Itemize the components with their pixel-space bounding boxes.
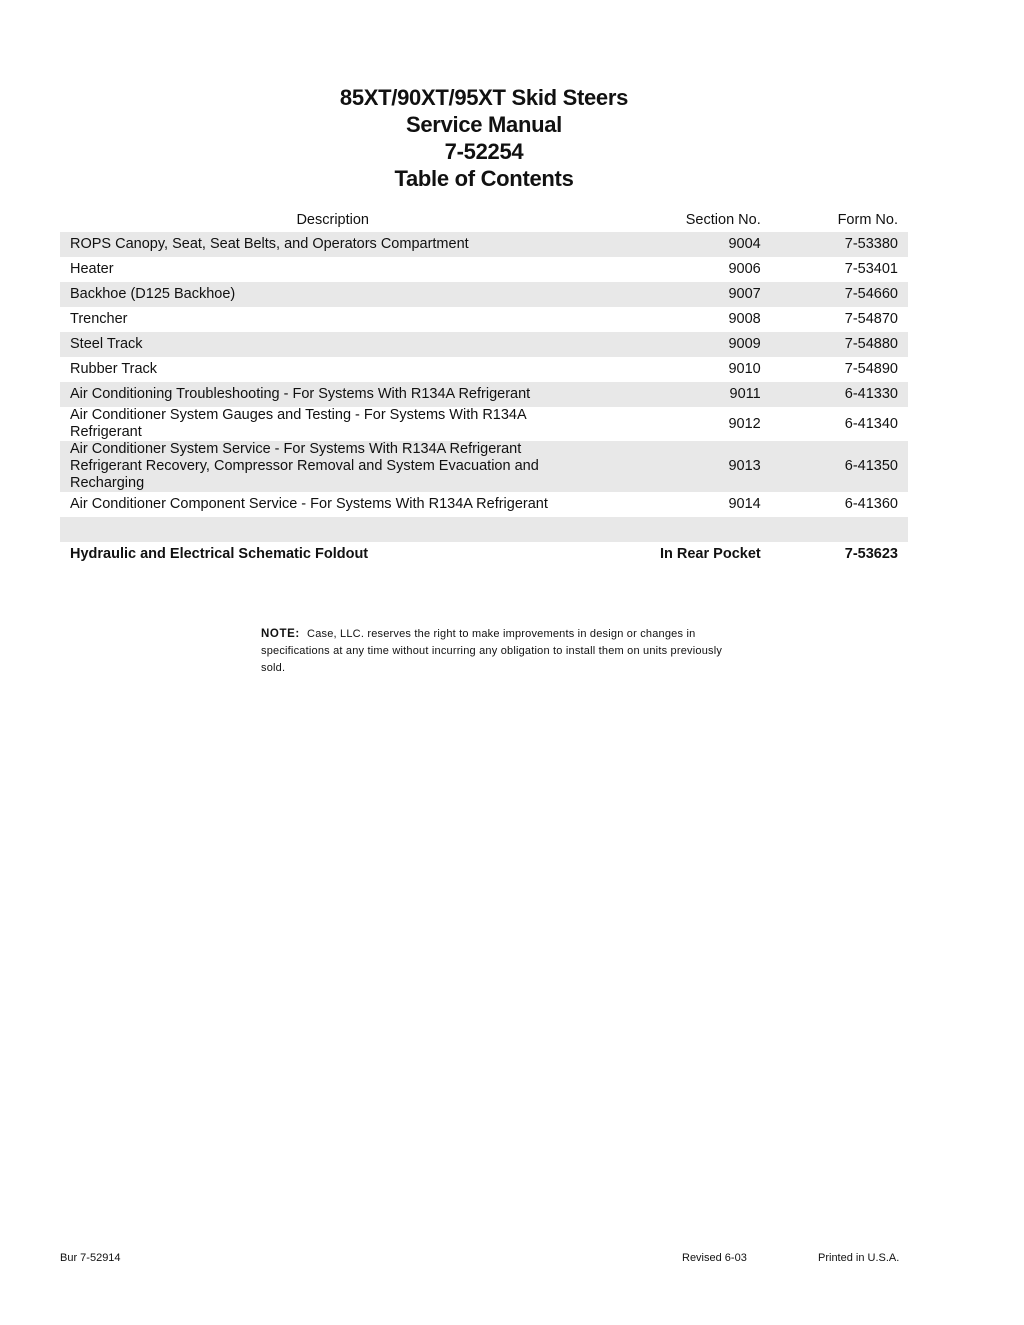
row-form: 6-41340 xyxy=(844,415,898,432)
table-row xyxy=(60,382,908,407)
foldout-form: 7-53623 xyxy=(844,546,898,562)
table-row xyxy=(60,332,908,357)
row-form: 7-53380 xyxy=(771,232,908,257)
row-description: Backhoe (D125 Backhoe) xyxy=(60,282,605,307)
header-description: Description xyxy=(296,211,369,228)
footer-bur-number: Bur 7-52914 xyxy=(60,1252,121,1264)
page-title: Table of Contents xyxy=(394,166,574,191)
row-section: 9012 xyxy=(728,415,761,432)
row-section: 9009 xyxy=(605,332,770,357)
row-description: Rubber Track xyxy=(70,361,158,377)
row-section: 9006 xyxy=(728,261,761,277)
foldout-section: In Rear Pocket xyxy=(659,546,761,562)
row-form: 7-53401 xyxy=(844,261,898,277)
table-row xyxy=(60,232,908,257)
table-row xyxy=(60,307,908,332)
row-form: 6-41360 xyxy=(844,496,898,512)
table-row xyxy=(60,492,908,517)
row-section: 9013 xyxy=(605,441,770,492)
spacer-row xyxy=(60,517,908,542)
row-form: 7-54890 xyxy=(844,361,898,377)
row-description: Air Conditioning Troubleshooting - For Systems With R134A Refrigerant xyxy=(60,382,605,407)
foldout-description: Hydraulic and Electrical Schematic Foldout xyxy=(70,546,369,562)
row-section: 9007 xyxy=(605,282,770,307)
header-section: Section No. xyxy=(685,211,761,228)
table-row xyxy=(60,282,908,307)
contents-table xyxy=(60,207,908,567)
row-description: Air Conditioner System Gauges and Testing - For Systems With R134A Refrigerant xyxy=(70,407,526,440)
row-description: Air Conditioner Component Service - For Systems With R134A Refrigerant xyxy=(70,496,548,512)
row-section: 9008 xyxy=(728,311,761,327)
row-form: 7-54870 xyxy=(844,311,898,327)
row-section: 9011 xyxy=(605,382,770,407)
row-description: ROPS Canopy, Seat, Seat Belts, and Operators Compartment xyxy=(60,232,605,257)
row-description xyxy=(60,441,605,492)
table-row xyxy=(60,441,908,492)
table-row xyxy=(60,407,908,441)
manual-number: 7-52254 xyxy=(444,139,524,164)
header-form: Form No. xyxy=(837,211,898,228)
row-section: 9014 xyxy=(728,496,761,512)
product-title: 85XT/90XT/95XT Skid Steers xyxy=(339,85,629,110)
row-form: 6-41330 xyxy=(771,382,908,407)
note-text: Case, LLC. reserves the right to make improvements in design or changes in specifications at any time without incurring any obligation to install them on units previously sold. xyxy=(261,628,723,674)
manual-title: Service Manual xyxy=(406,112,562,137)
foldout-row xyxy=(60,542,908,567)
row-description-line1: Air Conditioner System Service - For Systems With R134A Refrigerant xyxy=(70,441,522,457)
table-row xyxy=(60,357,908,382)
row-form: 7-54880 xyxy=(771,332,908,357)
title-block xyxy=(0,84,968,192)
note-block xyxy=(261,626,747,677)
row-section: 9004 xyxy=(605,232,770,257)
row-description-line2: Refrigerant Recovery, Compressor Removal and System Evacuation and Recharging xyxy=(70,458,539,491)
row-description: Trencher xyxy=(70,311,128,327)
table-header xyxy=(60,207,908,232)
footer-revised: Revised 6-03 xyxy=(682,1252,747,1264)
row-description: Steel Track xyxy=(60,332,605,357)
table-row xyxy=(60,257,908,282)
note-label: NOTE: xyxy=(261,628,300,640)
footer-printed: Printed in U.S.A. xyxy=(818,1252,900,1264)
row-description: Heater xyxy=(70,261,114,277)
row-form: 7-54660 xyxy=(771,282,908,307)
row-form: 6-41350 xyxy=(771,441,908,492)
row-section: 9010 xyxy=(728,361,761,377)
